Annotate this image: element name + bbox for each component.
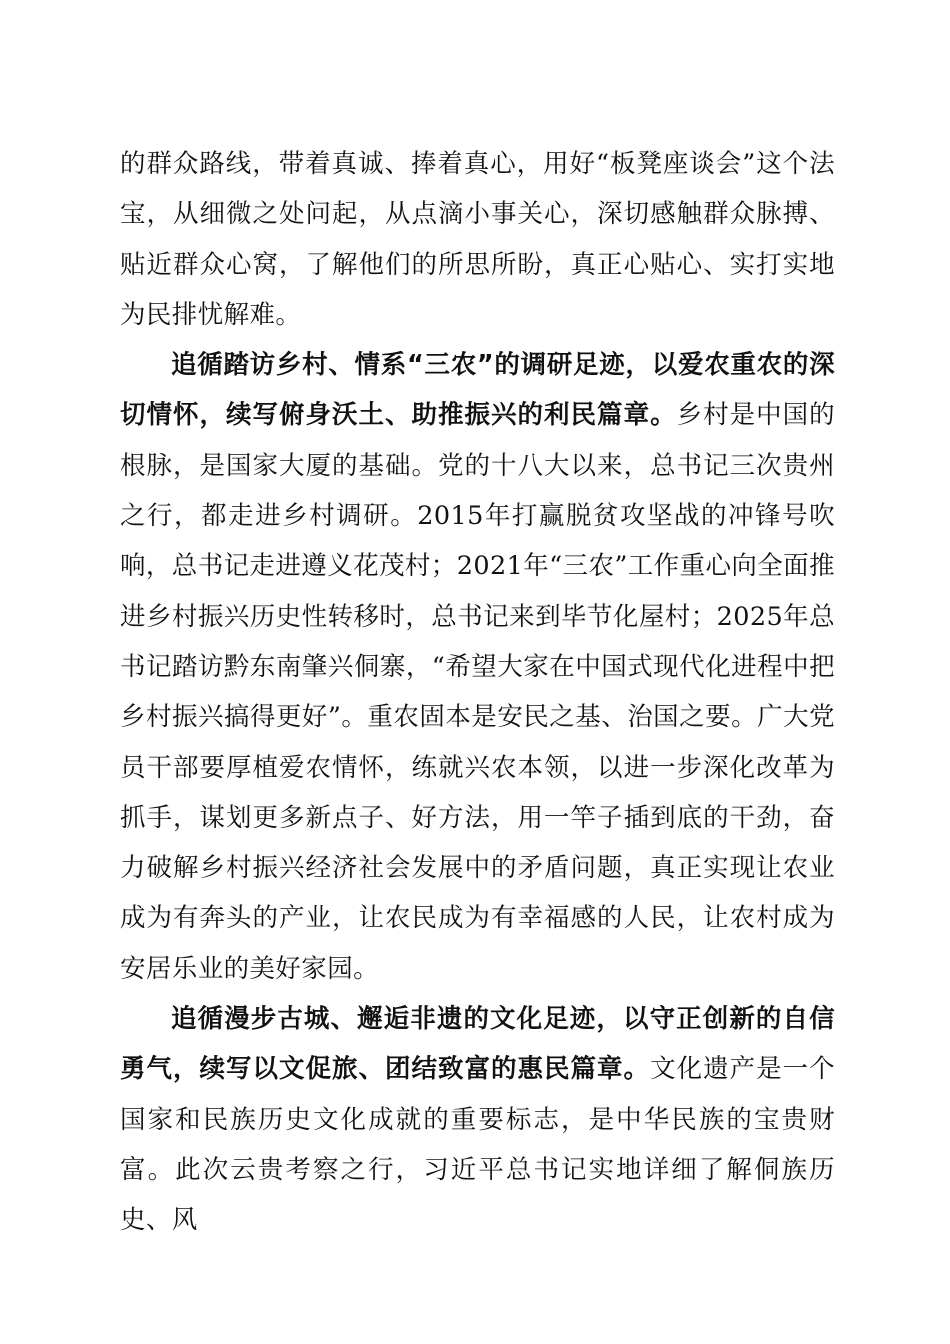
paragraph-2-body: 乡村是中国的根脉，是国家大厦的基础。党的十八大以来，总书记三次贵州之行，都走进乡村调研。2015年打赢脱贫攻坚战的冲锋号吹响，总书记走进遵义花茂村；2021年“三农”工作重心向全面推进乡村振兴历史性转移时，总书记来到毕节化屋村；2025年总书记踏访黔东南肇兴侗寨，“希望大家在中国式现代化进程中把乡村振兴搞得更好”。重农固本是安民之基、治国之要。广大党员干部要厚植爱农情怀，练就兴农本领，以进一步深化改革为抓手，谋划更多新点子、好方法，用一竿子插到底的干劲，奋力破解乡村振兴经济社会发展中的矛盾问题，真正实现让农业成为有奔头的产业，让农民成为有幸福感的人民，让农村成为安居乐业的美好家园。 <box>120 400 835 984</box>
paragraph-1-body: 的群众路线，带着真诚、捧着真心，用好“板凳座谈会”这个法宝，从细微之处问起，从点滴小事关心，深切感触群众脉搏、贴近群众心窝，了解他们的所思所盼，真正心贴心、实打实地为民排忧解难。 <box>120 149 835 330</box>
paragraph-1 <box>120 139 835 340</box>
paragraph-3-body: 文化遗产是一个国家和民族历史文化成就的重要标志，是中华民族的宝贵财富。此次云贵考察之行，习近平总书记实地详细了解侗族历史、风 <box>120 1054 835 1236</box>
paragraph-3 <box>120 994 835 1245</box>
paragraph-2 <box>120 340 835 994</box>
document-page <box>120 139 835 1246</box>
paragraph-3-lead: 追循漫步古城、邂逅非遗的文化足迹，以守正创新的自信勇气，续写以文促旅、团结致富的惠民篇章。 <box>120 1004 835 1085</box>
paragraph-2-lead: 追循踏访乡村、情系“三农”的调研足迹，以爱农重农的深切情怀，续写俯身沃土、助推振兴的利民篇章。 <box>120 350 835 431</box>
